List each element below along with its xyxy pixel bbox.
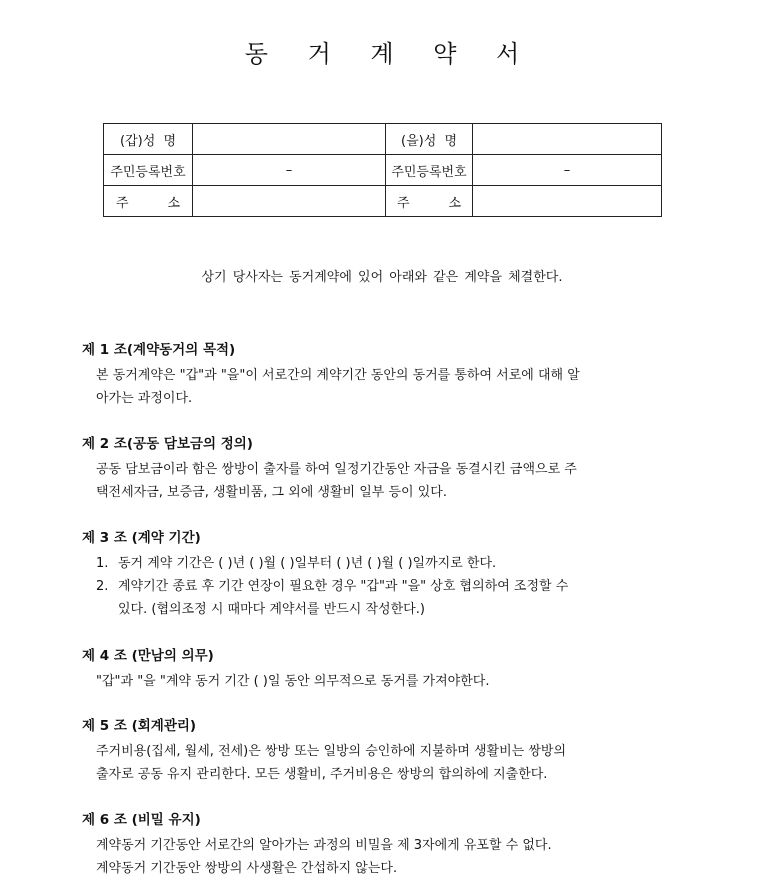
intro-text: 상기 당사자는 동거계약에 있어 아래와 같은 계약을 체결한다. [201,270,563,285]
article-heading: 제 4 조 (만남의 의무) [82,648,214,664]
party-a-name-field[interactable] [193,124,386,155]
article-line: 계약기간 종료 후 기간 연장이 필요한 경우 "갑"과 "을" 상호 협의하여 조정할 수 [118,579,569,594]
article-item [96,575,686,621]
party-b-name-label: (을)성 명 [386,124,473,155]
name-row [104,124,662,155]
article-2 [82,432,686,504]
article-line: 공동 담보금이라 함은 쌍방이 출자를 하여 일정기간동안 자금을 동결시킨 금액으로 주 [96,462,577,477]
item-number: 2. [96,579,109,594]
parties-table [103,123,662,217]
party-a-rrn-field[interactable]: – [193,155,386,186]
party-a-name-label: (갑)성 명 [104,124,193,155]
party-a-address-label: 주 소 [104,186,193,217]
article-line: 택전세자금, 보증금, 생활비품, 그 외에 생활비 일부 등이 있다. [96,485,447,500]
party-a-rrn-label: 주민등록번호 [104,155,193,186]
party-b-rrn-label: 주민등록번호 [386,155,473,186]
article-line: "갑"과 "을 "계약 동거 기간 ( )일 동안 의무적으로 동거를 가져야한다. [96,674,490,689]
article-heading: 제 5 조 (회계관리) [82,718,197,734]
article-heading: 제 6 조 (비밀 유지) [82,812,201,828]
article-line: 출자로 공동 유지 관리한다. 모든 생활비, 주거비용은 쌍방의 합의하에 지출한다. [96,767,548,782]
article-5 [82,714,686,786]
article-line: 주거비용(집세, 월세, 전세)은 쌍방 또는 일방의 승인하에 지불하며 생활비는 쌍방의 [96,744,567,759]
party-b-name-field[interactable] [473,124,662,155]
article-3 [82,526,686,621]
article-line: 계약동거 기간동안 서로간의 알아가는 과정의 비밀을 제 3자에게 유포할 수 없다. [96,838,552,853]
party-b-rrn-field[interactable]: – [473,155,662,186]
article-6 [82,808,686,880]
party-a-address-field[interactable] [193,186,386,217]
article-item [96,552,686,575]
article-item-list [82,552,686,621]
article-line: 동거 계약 기간은 ( )년 ( )월 ( )일부터 ( )년 ( )월 ( )일까지로 한다. [118,556,497,571]
article-line: 본 동거계약은 "갑"과 "을"이 서로간의 계약기간 동안의 동거를 통하여 서로에 대해 알 [96,368,580,383]
article-heading: 제 2 조(공동 담보금의 정의) [82,436,253,452]
article-4 [82,644,686,693]
article-1 [82,338,686,410]
article-line: 아가는 과정이다. [96,391,193,406]
article-heading: 제 1 조(계약동거의 목적) [82,342,236,358]
article-line: 있다. (협의조정 시 때마다 계약서를 반드시 작성한다.) [118,602,425,617]
party-b-address-label: 주 소 [386,186,473,217]
article-heading: 제 3 조 (계약 기간) [82,530,201,546]
item-number: 1. [96,556,109,571]
party-b-address-field[interactable] [473,186,662,217]
rrn-row [104,155,662,186]
address-row [104,186,662,217]
article-line: 계약동거 기간동안 쌍방의 사생활은 간섭하지 않는다. [96,861,398,876]
document-title: 동 거 계 약 서 [244,40,536,68]
